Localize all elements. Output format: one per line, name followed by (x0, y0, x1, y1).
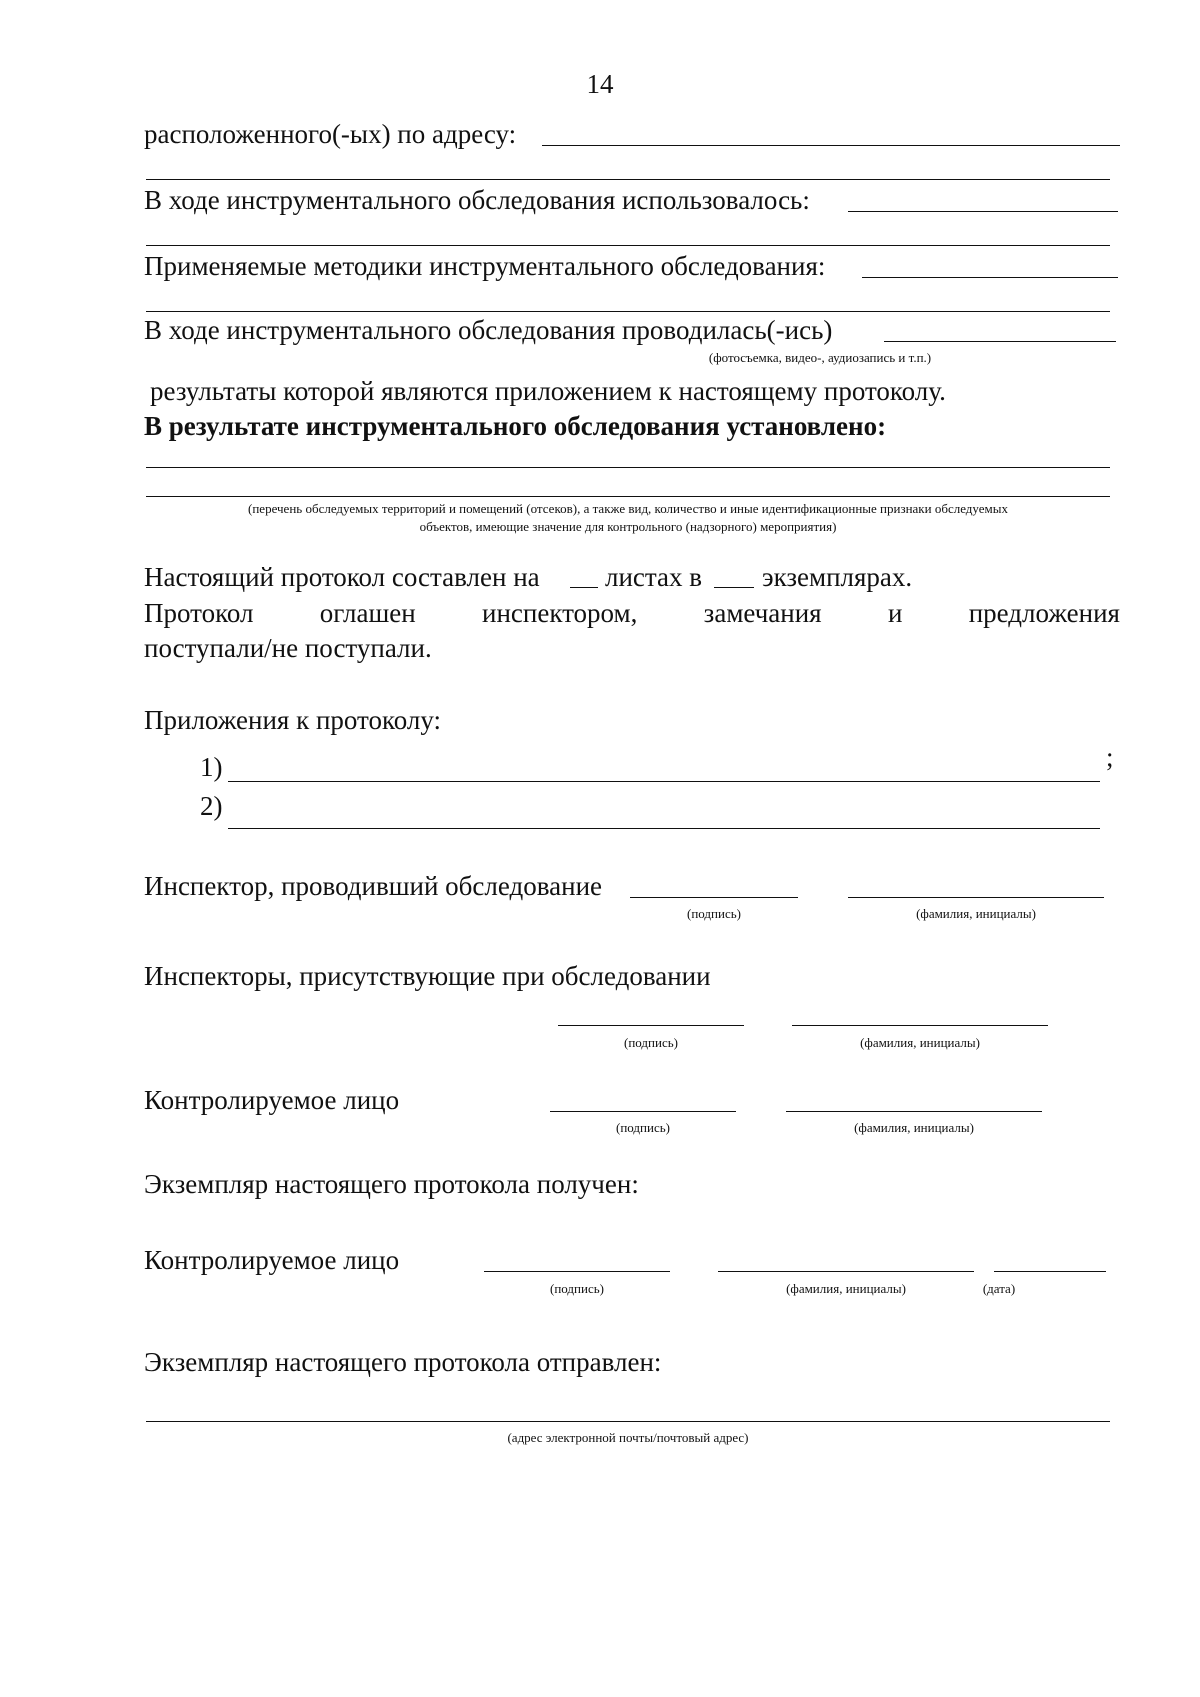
composed-part3: экземплярах. (762, 562, 913, 592)
sent-label: Экземпляр настоящего протокола отправлен: (144, 1347, 662, 1377)
present-name-hint: (фамилия, инициалы) (860, 1035, 980, 1050)
present-name-line[interactable] (792, 1025, 1048, 1026)
address-field-line-2[interactable] (146, 179, 1110, 180)
conducted-hint: (фотосъемка, видео-, аудиозапись и т.п.) (708, 350, 932, 365)
announced-word: инспектором, (482, 598, 638, 628)
attachments-label: Приложения к протоколу: (144, 705, 442, 735)
announced-word: оглашен (319, 598, 416, 628)
received-date-hint: (дата) (982, 1281, 1016, 1296)
announced-word: Протокол (144, 598, 254, 628)
address-label: расположенного(-ых) по адресу: (144, 119, 517, 149)
inspector-label: Инспектор, проводивший обследование (144, 871, 602, 901)
results-text: результаты которой являются приложением к настоящему протоколу. (150, 376, 946, 406)
controlled-name-line[interactable] (786, 1111, 1042, 1112)
inspector-name-line[interactable] (848, 897, 1104, 898)
announced-line-1 (144, 597, 1120, 629)
used-field-line-2[interactable] (146, 245, 1110, 246)
controlled-signature-line[interactable] (550, 1111, 736, 1112)
methods-label: Применяемые методики инструментального обследования: (144, 251, 826, 281)
received-name-hint: (фамилия, инициалы) (786, 1281, 906, 1296)
inspector-name-hint: (фамилия, инициалы) (916, 906, 1036, 921)
announced-line-2: поступали/не поступали. (144, 633, 432, 663)
used-label: В ходе инструментального обследования использовалось: (144, 185, 810, 215)
announced-word: предложения (968, 598, 1120, 628)
received-date-line[interactable] (994, 1271, 1106, 1272)
conducted-label: В ходе инструментального обследования проводилась(-ись) (144, 315, 833, 345)
established-field-line-2[interactable] (146, 496, 1110, 497)
received-signature-line[interactable] (484, 1271, 670, 1272)
present-label: Инспекторы, присутствующие при обследовании (144, 961, 711, 991)
controlled-name-hint: (фамилия, инициалы) (854, 1120, 974, 1135)
received-label: Экземпляр настоящего протокола получен: (144, 1169, 639, 1199)
received-name-line[interactable] (718, 1271, 974, 1272)
received-signature-hint: (подпись) (550, 1281, 604, 1296)
attachment-item-1-number: 1) (200, 752, 223, 782)
used-field-line[interactable] (848, 211, 1118, 212)
attachment-item-2-number: 2) (200, 791, 223, 821)
conducted-field-line[interactable] (884, 341, 1116, 342)
inspector-signature-hint: (подпись) (687, 906, 741, 921)
established-heading: В результате инструментального обследования установлено: (144, 411, 887, 441)
address-field-line[interactable] (542, 145, 1120, 146)
established-field-line[interactable] (146, 467, 1110, 468)
present-signature-line[interactable] (558, 1025, 744, 1026)
controlled-person-label: Контролируемое лицо (144, 1085, 400, 1115)
announced-word: замечания (703, 598, 822, 628)
methods-field-line[interactable] (862, 277, 1118, 278)
page-number: 14 (586, 69, 614, 99)
controlled-signature-hint: (подпись) (616, 1120, 670, 1135)
composed-part1: Настоящий протокол составлен на (144, 562, 540, 592)
present-signature-hint: (подпись) (624, 1035, 678, 1050)
attachment-semicolon: ; (1106, 742, 1114, 772)
announced-word: и (887, 598, 903, 628)
sent-hint: (адрес электронной почты/почтовый адрес) (507, 1430, 749, 1445)
copies-count-line[interactable] (714, 587, 754, 588)
sent-address-line[interactable] (146, 1421, 1110, 1422)
controlled-person-label-2: Контролируемое лицо (144, 1245, 400, 1275)
attachment-item-2-line[interactable] (228, 828, 1100, 829)
composed-part2: листах в (605, 562, 703, 592)
established-hint-1: (перечень обследуемых территорий и помещений (отсеков), а также вид, количество и иные идентификационные признаки обследуемых (248, 501, 1008, 516)
inspector-signature-line[interactable] (630, 897, 798, 898)
methods-field-line-2[interactable] (146, 311, 1110, 312)
established-hint-2: объектов, имеющие значение для контрольного (надзорного) мероприятия) (419, 519, 837, 534)
sheets-count-line[interactable] (570, 587, 598, 588)
attachment-item-1-line[interactable] (228, 781, 1100, 782)
